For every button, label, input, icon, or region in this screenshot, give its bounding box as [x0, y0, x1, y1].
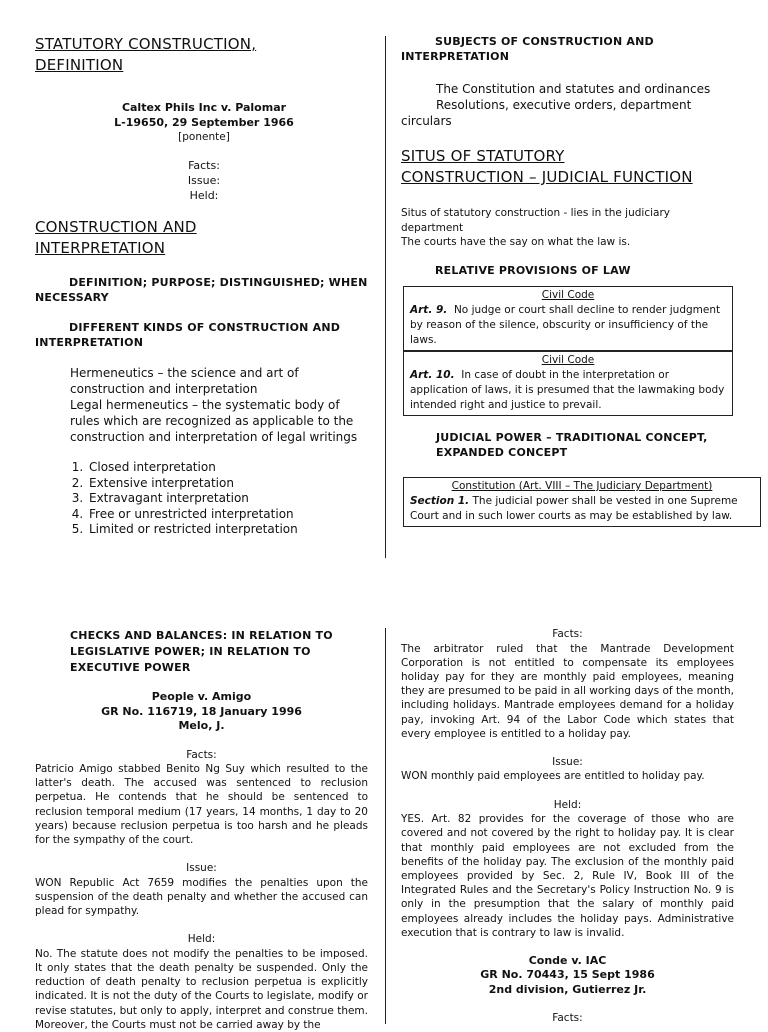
- box-header: Constitution (Art. VIII – The Judiciary Department): [451, 480, 713, 492]
- situs-text: [401, 206, 701, 250]
- issue-label: Issue:: [187, 174, 221, 187]
- subheading-relative-provisions: RELATIVE PROVISIONS OF LAW: [435, 263, 631, 277]
- list-item: 2. Extensive interpretation: [87, 476, 373, 492]
- held-text: YES. Art. 82 provides for the coverage of those who are covered and not covered by the right to holiday pay. It is clear that monthly paid employees are not excluded from the benefits of the holiday pay. The exclusion of the monthly paid employees provided by Sec. 2, Rule IV, Book III of the Integrated Rules and the Secretary's Policy Instruction No. 9 is only in the presumption that the salary of monthly paid employees already includes the holiday pays. Administrative execution that is contrary to law is invalid.: [401, 813, 734, 939]
- column-divider-bottom: [385, 628, 386, 1024]
- issue-label: Issue:: [186, 862, 217, 875]
- facts-label: Facts:: [188, 159, 220, 172]
- subheading-subjects: SUBJECTS OF CONSTRUCTION AND INTERPRETATION: [401, 35, 654, 63]
- situs-line-2: The courts have the say on what the law is.: [401, 236, 631, 248]
- top-left-column: [35, 34, 373, 538]
- held-text: No. The statute does not modify the penalties to be imposed. It only states that the death penalty be suspended. Only the reduction of death penalty to reclusion perpetua is explicitly indicated. It is not the duty of the Courts to legislate, modify or revise statutes, but only to apply, interpret and construe them. Moreover, the Courts must not be carried away by the: [35, 947, 368, 1031]
- top-right-column: [401, 34, 736, 278]
- case-number: GR No. 70443, 15 Sept 1986: [480, 968, 655, 982]
- column-divider-top: [385, 36, 386, 558]
- subheading-definition: DEFINITION; PURPOSE; DISTINGUISHED; WHEN NECESSARY: [35, 276, 368, 304]
- issue-label: Issue:: [552, 755, 583, 768]
- subheading-kinds: DIFFERENT KINDS OF CONSTRUCTION AND INTERPRETATION: [35, 321, 341, 349]
- case-ponente: [ponente]: [178, 131, 230, 143]
- situs-line-1: Situs of statutory construction - lies in the judiciary department: [401, 207, 670, 234]
- facts-label: Facts:: [552, 628, 583, 640]
- case-ponente: Melo, J.: [178, 719, 225, 732]
- held-label: Held:: [187, 933, 216, 946]
- definitions-block: [35, 365, 370, 445]
- box-body: Section 1. The judicial power shall be vested in one Supreme Court and in such lower courts as may be established by law.: [410, 495, 738, 522]
- kinds-list: [35, 460, 373, 538]
- held-label: Held:: [553, 798, 582, 811]
- judicial-power-heading-wrap: [401, 430, 736, 460]
- bottom-left-column: [35, 628, 368, 1032]
- subjects-line-1: The Constitution and statutes and ordinances: [436, 82, 711, 96]
- heading-statutory-construction: STATUTORY CONSTRUCTION, DEFINITION: [35, 35, 257, 74]
- case-title: Caltex Phils Inc v. Palomar: [121, 101, 287, 114]
- case-title: People v. Amigo: [151, 690, 252, 703]
- list-item: 5. Limited or restricted interpretation: [87, 522, 373, 538]
- subjects-text: [401, 81, 731, 129]
- civil-code-art9-box: [403, 286, 733, 351]
- definition-legal-hermeneutics: Legal hermeneutics – the systematic body of rules which are recognized as applicable to the construction and interpretation of legal writings: [70, 398, 358, 444]
- box-body: Art. 9. No judge or court shall decline to render judgment by reason of the silence, obscurity or insufficiency of the laws.: [410, 304, 721, 346]
- issue-text: WON Republic Act 7659 modifies the penalties upon the suspension of the death penalty and whether the accused can plead for sympathy.: [35, 876, 368, 918]
- subjects-line-2: Resolutions, executive orders, department circulars: [401, 98, 692, 128]
- subheading-checks-balances: CHECKS AND BALANCES: IN RELATION TO LEGISLATIVE POWER; IN RELATION TO EXECUTIVE POWER: [70, 629, 333, 674]
- facts-text: The arbitrator ruled that the Mantrade Development Corporation is not entitled to compensate its employees holiday pay for they are monthly paid employees, meaning they are presumed to be paid in all working days of the month, including holidays. Mantrade employees demand for a holiday pay, invoking Art. 94 of the Labor Code which states that every employee is entitled to a holiday pay.: [401, 642, 734, 740]
- case-division: 2nd division, Gutierrez Jr.: [488, 982, 647, 996]
- held-label: Held:: [189, 189, 219, 202]
- definition-hermeneutics: Hermeneutics – the science and art of construction and interpretation: [70, 366, 299, 396]
- box-body: Art. 10. In case of doubt in the interpretation or application of laws, it is presumed that the lawmaking body intended right and justice to prevail.: [410, 369, 725, 411]
- subheading-judicial-power: JUDICIAL POWER – TRADITIONAL CONCEPT, EXPANDED CONCEPT: [436, 431, 708, 459]
- list-item: 4. Free or unrestricted interpretation: [87, 507, 373, 523]
- heading-construction-interpretation: CONSTRUCTION AND INTERPRETATION: [35, 218, 197, 257]
- list-item: 3. Extravagant interpretation: [87, 491, 373, 507]
- box-header: Civil Code: [541, 289, 595, 301]
- case-number: GR No. 116719, 18 January 1996: [101, 704, 302, 718]
- case-number: L-19650, 29 September 1966: [114, 116, 294, 129]
- facts-text: Patricio Amigo stabbed Benito Ng Suy which resulted to the latter's death. The accused was sentenced to reclusion perpetua. He contends that he should be sentenced to reclusion temporal medium (17 years, 14 months, 1 day to 20 years) because reclusion perpetua is too harsh and he pleads for the sympathy of the court.: [35, 763, 368, 847]
- issue-text: WON monthly paid employees are entitled to holiday pay.: [401, 770, 705, 783]
- box-header: Civil Code: [541, 354, 595, 366]
- constitution-section1-box: [403, 477, 761, 527]
- bottom-right-column: [401, 627, 734, 1026]
- civil-code-art10-box: [403, 351, 733, 416]
- facts-label: Facts:: [552, 1012, 583, 1025]
- list-item: 1. Closed interpretation: [87, 460, 373, 476]
- heading-situs: SITUS OF STATUTORY CONSTRUCTION – JUDICIAL FUNCTION: [401, 147, 693, 186]
- facts-label: Facts:: [186, 748, 217, 761]
- case-title: Conde v. IAC: [528, 953, 607, 967]
